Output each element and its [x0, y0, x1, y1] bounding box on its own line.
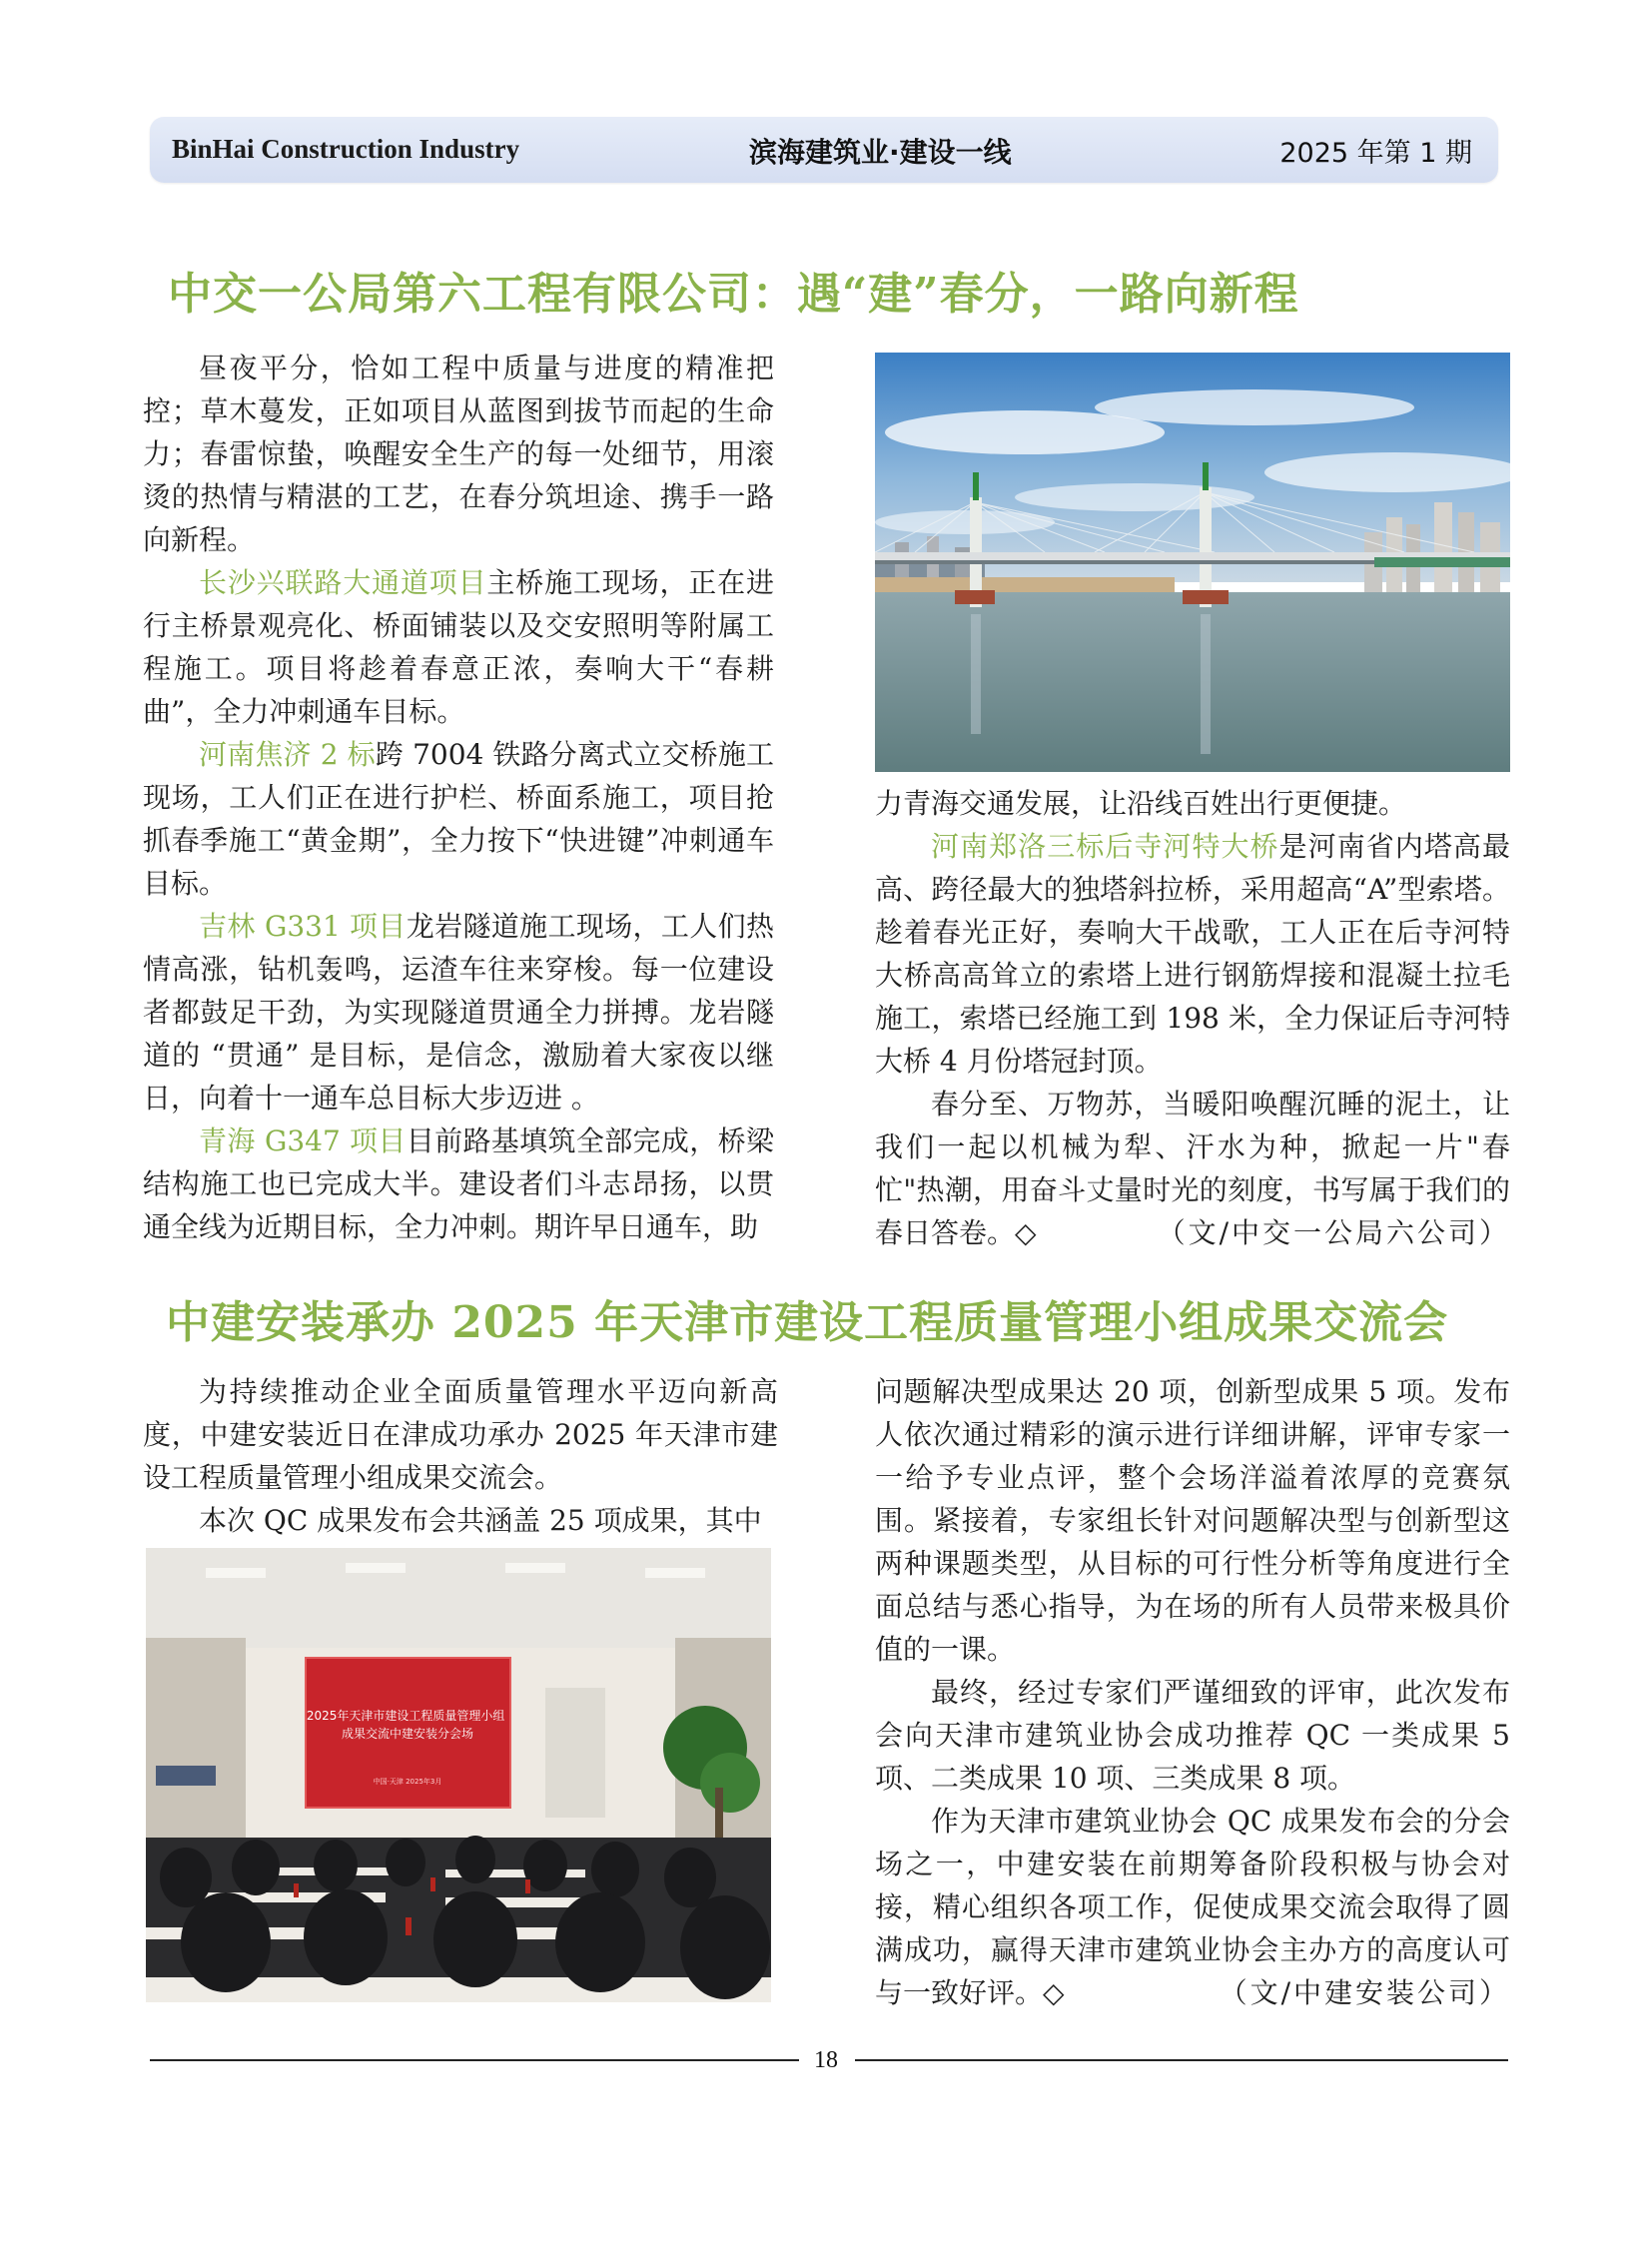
footer-rule-left [150, 2059, 799, 2061]
paragraph: 青海 G347 项目目前路基填筑全部完成，桥梁结构施工也已完成大半。建设者们斗志昂扬，以贯通全线为近期目标，全力冲刺。期许早日通车，助 [143, 1124, 774, 1243]
byline: （文/中建安装公司） [1219, 1976, 1510, 2009]
paragraph: 长沙兴联路大通道项目主桥施工现场，正在进行主桥景观亮化、桥面铺装以及交安照明等附属工程施工。项目将趁着春意正浓，奏响大干“春耕曲”，全力冲刺通车目标。 [143, 566, 774, 728]
paragraph: 河南焦济 2 标跨 7004 铁路分离式立交桥施工现场，工人们正在进行护栏、桥面系施工，项目抢抓春季施工“黄金期”，全力按下“快进键”冲刺通车目标。 [143, 738, 774, 900]
project-name: 河南郑洛三标后寺河特大桥 [931, 830, 1279, 863]
article-2-right-column [875, 1370, 1510, 2014]
meeting-photo [146, 1548, 771, 2002]
screen-subtitle: 中国·天津 2025年3月 [373, 1778, 442, 1786]
project-name: 河南焦济 2 标 [199, 738, 376, 771]
project-name: 吉林 G331 项目 [199, 910, 407, 943]
footer-rule-right [855, 2059, 1508, 2061]
screen-title: 2025年天津市建设工程质量管理小组 成果交流中建安装分会场 [306, 1709, 505, 1741]
paragraph-continued: 力青海交通发展，让沿线百姓出行更便捷。 [875, 787, 1407, 820]
paragraph: 最终，经过专家们严谨细致的评审，此次发布会向天津市建筑业协会成功推荐 QC 一类成果 5 项、二类成果 10 项、三类成果 8 项。 [875, 1676, 1510, 1795]
paragraph: 为持续推动企业全面质量管理水平迈向新高度，中建安装近日在津成功承办 2025 年天津市建设工程质量管理小组成果交流会。 [143, 1375, 778, 1494]
paragraph: 本次 QC 成果发布会共涵盖 25 项成果，其中 [199, 1504, 762, 1537]
paragraph: 河南郑洛三标后寺河特大桥是河南省内塔高最高、跨径最大的独塔斜拉桥，采用超高“A”型索塔。趁着春光正好，奏响大干战歌，工人正在后寺河特大桥高高耸立的索塔上进行钢筋焊接和混凝土拉毛施工，索塔已经施工到 198 米，全力保证后寺河特大桥 4 月份塔冠封顶。 [875, 830, 1510, 1078]
running-header [150, 117, 1498, 183]
project-name: 青海 G347 项目 [199, 1124, 407, 1157]
article-2-title: 中建安装承办 2025 年天津市建设工程质量管理小组成果交流会 [166, 1297, 1449, 1348]
bridge-photo [875, 353, 1510, 772]
byline: （文/中交一公局六公司） [1157, 1216, 1510, 1249]
article-1-left-column [143, 347, 774, 1248]
paragraph: 春分至、万物苏，当暖阳唤醒沉睡的泥土，让我们一起以机械为犁、汗水为种，掀起一片"春忙"热潮，用奋斗丈量时光的刻度，书写属于我们的春日答卷。◇ （文/中交一公局六公司） [875, 1083, 1510, 1254]
journal-name-en: BinHai Construction Industry [172, 134, 520, 164]
paragraph: 吉林 G331 项目龙岩隧道施工现场，工人们热情高涨，钻机轰鸣，运渣车往来穿梭。每一位建设者都鼓足干劲，为实现隧道贯通全力拼搏。龙岩隧道的 “贯通” 是目标，是信念，激励着大家夜以继日，向着十一通车总目标大步迈进 。 [143, 910, 774, 1115]
article-1-title: 中交一公局第六工程有限公司：遇“建”春分，一路向新程 [168, 269, 1299, 320]
article-1-right-column [875, 782, 1510, 1254]
paragraph: 作为天津市建筑业协会 QC 成果发布会的分会场之一，中建安装在前期筹备阶段积极与协会对接，精心组织各项工作，促使成果交流会取得了圆满成功，赢得天津市建筑业协会主办方的高度认可与一致好评。◇ （文/中建安装公司） [875, 1800, 1510, 2014]
page-number: 18 [814, 2047, 838, 2073]
paragraph: 昼夜平分，恰如工程中质量与进度的精准把控；草木蔓发，正如项目从蓝图到拔节而起的生命力；春雷惊蛰，唤醒安全生产的每一处细节，用滚烫的热情与精湛的工艺，在春分筑坦途、携手一路向新程。 [143, 352, 774, 556]
paragraph-continued: 问题解决型成果达 20 项，创新型成果 5 项。发布人依次通过精彩的演示进行详细讲解，评审专家一一给予专业点评，整个会场洋溢着浓厚的竞赛氛围。紧接着，专家组长针对问题解决型与创新型这两种课题类型，从目标的可行性分析等角度进行全面总结与悉心指导，为在场的所有人员带来极具价值的一课。 [875, 1375, 1510, 1666]
cable-stayed-bridge-image [875, 353, 1510, 772]
issue-number: 2025 年第 1 期 [1279, 138, 1472, 169]
article-2-left-column [143, 1370, 778, 1542]
section-title: 滨海建筑业·建设一线 [749, 136, 1012, 169]
conference-room-image [146, 1548, 771, 2002]
project-name: 长沙兴联路大通道项目 [199, 566, 487, 599]
